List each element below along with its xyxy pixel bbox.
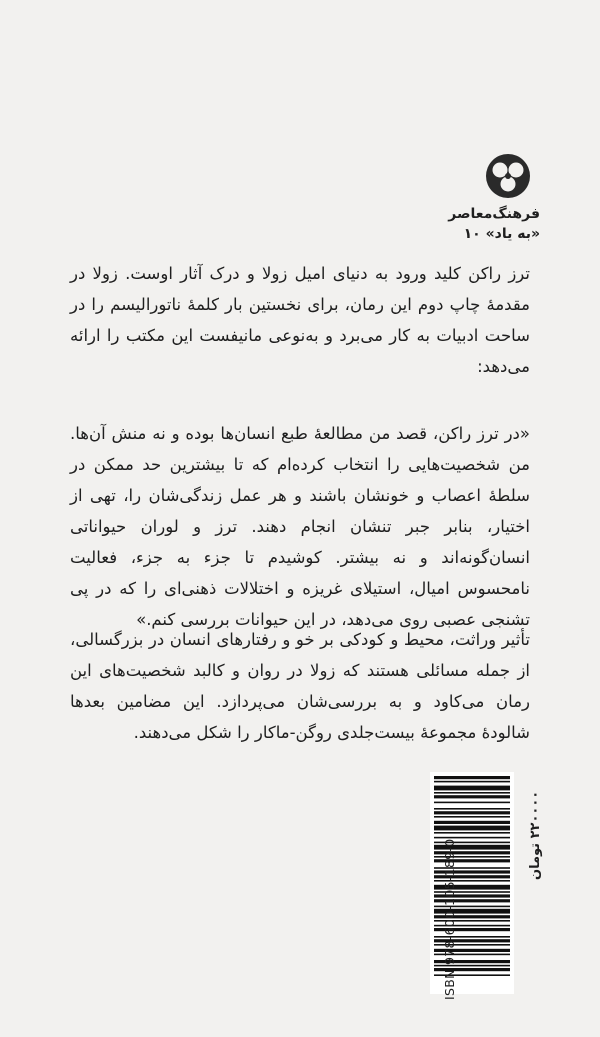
description-quote: «در ترز راکن، قصد من مطالعهٔ طبع انسان‌ها بوده و نه منش آن‌ها. من شخصیت‌هایی را انتخاب کرده‌ام که تا بیشترین حد ممکن در سلطهٔ اعصاب و خونشان باشند و هر عمل زندگی‌شان را، تهی از اختیار، بنابر جبر تنشان انجام دهند. ترز و لوران حیواناتی انسان‌گونه‌اند و نه بیشتر. کوشیدم تا جزء به جزء، فعالیت نامحسوس امیال، استیلای غریزه و اختلالات ذهنی‌ای را که در پی تشنجی عصبی روی می‌دهد، در این حیوانات بررسی کنم.» (70, 424, 530, 629)
series-label: «به یاد» ۱۰ (463, 226, 540, 242)
publisher-logo-icon (484, 152, 532, 200)
isbn-text: ISBN 978-600-105-189-0 (442, 838, 457, 1000)
description-paragraph-3: تأثیر وراثت، محیط و کودکی بر خو و رفتارهای انسان در بزرگسالی، از جمله مسائلی هستند که زولا در روان و کالبد شخصیت‌های این رمان می‌کاود و به بررسی‌شان می‌پردازد. این مضامین بعدها شالودهٔ مجموعهٔ بیست‌جلدی روگن-ماکار را شکل می‌دهند. (70, 630, 530, 742)
publisher-name: فرهنگ‌معاصر (448, 206, 540, 222)
price-label: ۲۲۰۰۰۰ تومان (528, 790, 543, 880)
description-paragraph-1: ترز راکن کلید ورود به دنیای امیل زولا و درک آثار اوست. زولا در مقدمهٔ چاپ دوم این رمان، برای نخستین بار کلمهٔ ناتورالیسم را در ساحت ادبیات به کار می‌برد و به‌نوعی مانیفست این مکتب را ارائه می‌دهد: (70, 264, 530, 376)
